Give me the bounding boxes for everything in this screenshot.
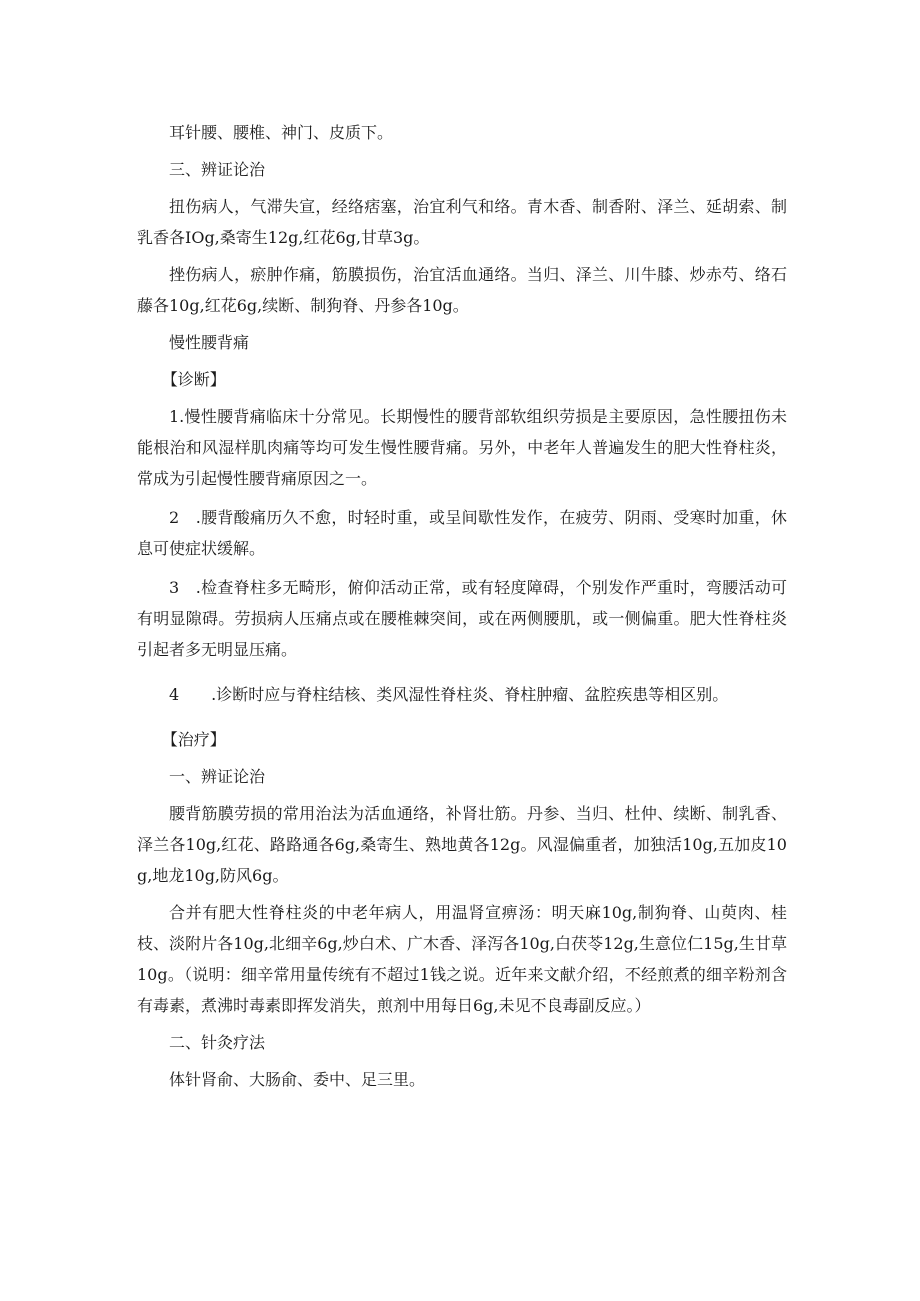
paragraph-sprain: 扭伤病人，气滞失宣，经络痞塞，治宜利气和络。青木香、制香附、泽兰、延胡索、制乳香各IOg,桑寄生12g,红花6g,甘草3g。 <box>137 197 787 247</box>
paragraph-body-acupuncture: 体针肾俞、大肠俞、委中、足三里。 <box>169 1070 426 1089</box>
diagnosis-item-1: 1.慢性腰背痛临床十分常见。长期慢性的腰背部软组织劳损是主要原因，急性腰扭伤未能根治和风湿样肌肉痛等均可发生慢性腰背痛。另外，中老年人普遍发生的肥大性脊柱炎，常成为引起慢性腰背痛原因之一。 <box>137 407 787 488</box>
section-heading-acupuncture: 二、针灸疗法 <box>169 1033 266 1052</box>
paragraph-ear-acupuncture: 耳针腰、腰椎、神门、皮质下。 <box>169 123 394 142</box>
heading-treatment: 【治疗】 <box>161 730 226 749</box>
paragraph-contusion: 挫伤病人，瘀肿作痛，筋膜损伤，治宜活血通络。当归、泽兰、川牛膝、炒赤芍、络石藤各10g,红花6g,续断、制狗脊、丹参各10g。 <box>137 265 787 315</box>
topic-heading-chronic-back-pain: 慢性腰背痛 <box>169 333 250 352</box>
paragraph-hypertrophic-spondylitis: 合并有肥大性脊柱炎的中老年病人，用温肾宣痹汤：明天麻10g,制狗脊、山萸肉、桂枝、淡附片各10g,北细辛6g,炒白术、广木香、泽泻各10g,白茯苓12g,生意位仁15g,生甘草10g。（说明：细辛常用量传统有不超过1钱之说。近年来文献介绍，不经煎煮的细辛粉剂含有毒素，煮沸时毒素即挥发消失，煎剂中用每日6g,未见不良毒副反应。） <box>137 903 787 1015</box>
diagnosis-item-2: 2 .腰背酸痛历久不愈，时轻时重，或呈间歇性发作，在疲劳、阴雨、受寒时加重，休息可使症状缓解。 <box>137 508 787 558</box>
heading-diagnosis: 【诊断】 <box>161 370 226 389</box>
diagnosis-item-4: 4 .诊断时应与脊柱结核、类风湿性脊柱炎、脊柱肿瘤、盆腔疾患等相区别。 <box>169 685 729 704</box>
paragraph-fascia-strain: 腰背筋膜劳损的常用治法为活血通络，补肾壮筋。丹参、当归、杜仲、续断、制乳香、泽兰各10g,红花、路路通各6g,桑寄生、熟地黄各12g。风湿偏重者，加独活10g,五加皮10g,地龙10g,防风6g。 <box>137 804 787 885</box>
diagnosis-item-3: 3 .检查脊柱多无畸形，俯仰活动正常，或有轻度障碍，个别发作严重时，弯腰活动可有明显隙碍。劳损病人压痛点或在腰椎棘突间，或在两侧腰肌，或一侧偏重。肥大性脊柱炎引起者多无明显压痛。 <box>137 578 787 659</box>
section-heading-syndrome-treatment-2: 一、辨证论治 <box>169 767 266 786</box>
section-heading-syndrome-treatment: 三、辨证论治 <box>169 160 266 179</box>
document-page <box>137 117 787 1095</box>
